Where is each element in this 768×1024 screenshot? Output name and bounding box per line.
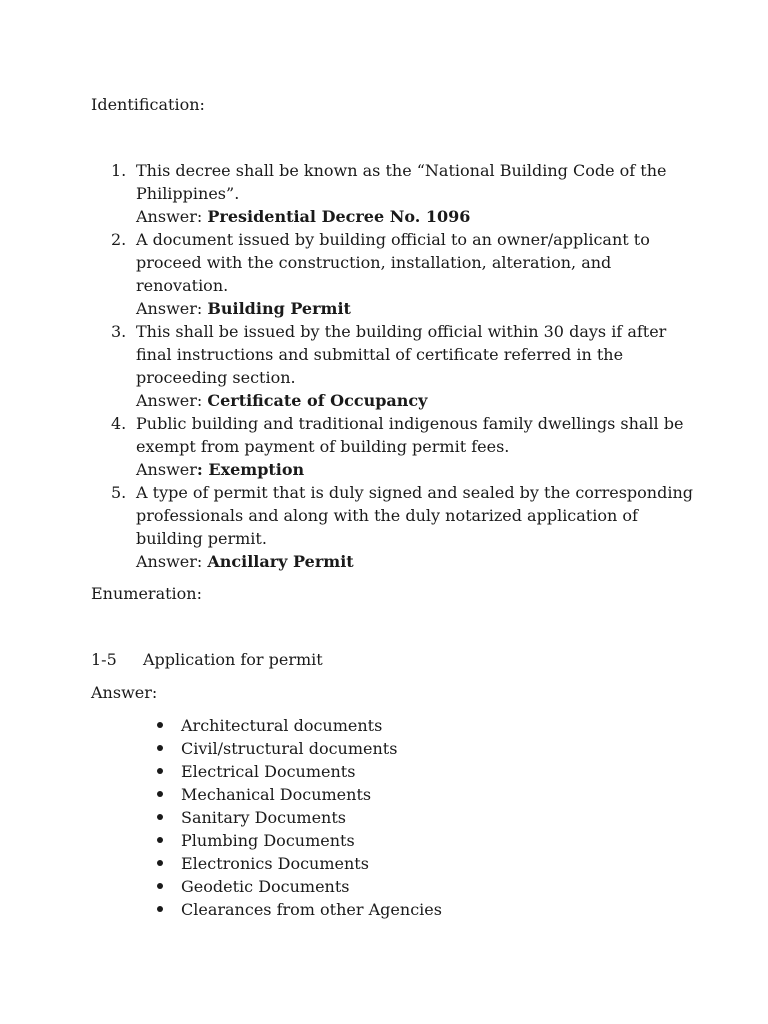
answer-text: : Exemption — [196, 460, 305, 479]
item-number: 1. — [111, 161, 127, 180]
answer-label: Answer: — [136, 207, 208, 226]
list-item — [111, 412, 696, 481]
item-number: 5. — [111, 483, 127, 502]
bullet-icon — [157, 906, 163, 912]
bullet-icon — [157, 814, 163, 820]
bullet-icon — [157, 883, 163, 889]
answer-text: Ancillary Permit — [207, 552, 354, 571]
answer-label: Answer: — [136, 391, 208, 410]
enumeration-title: Application for permit — [143, 650, 323, 669]
enumeration-answer-label: Answer: — [91, 683, 158, 702]
answer-label: Answer: — [136, 552, 208, 571]
list-item — [111, 159, 696, 228]
answer-text: Building Permit — [207, 299, 351, 318]
bullet-icon — [157, 860, 163, 866]
list-item — [181, 852, 442, 875]
bullet-text: Geodetic Documents — [181, 877, 350, 896]
answer-line — [136, 299, 351, 318]
answer-line — [136, 552, 354, 571]
list-item — [111, 481, 696, 573]
list-item — [181, 875, 442, 898]
bullet-icon — [157, 837, 163, 843]
answer-line — [136, 391, 427, 410]
enumeration-question — [91, 648, 323, 671]
answer-line — [136, 207, 470, 226]
list-item — [181, 714, 442, 737]
bullet-icon — [157, 745, 163, 751]
enumeration-bullet-list — [181, 714, 442, 921]
list-item — [181, 783, 442, 806]
bullet-icon — [157, 768, 163, 774]
bullet-text: Electronics Documents — [181, 854, 369, 873]
bullet-icon — [157, 791, 163, 797]
enumeration-number: 1-5 — [91, 650, 117, 669]
bullet-text: Electrical Documents — [181, 762, 356, 781]
list-item — [181, 760, 442, 783]
question-text: A document issued by building official to an owner/applicant to proceed with the construction, installation, alteration, and renovation. — [136, 230, 650, 295]
list-item — [111, 228, 696, 320]
list-item — [111, 320, 696, 412]
question-text: This decree shall be known as the “National Building Code of the Philippines”. — [136, 161, 667, 203]
identification-list — [111, 159, 696, 573]
bullet-text: Civil/structural documents — [181, 739, 398, 758]
list-item — [181, 806, 442, 829]
identification-heading: Identification: — [91, 95, 205, 114]
bullet-text: Architectural documents — [181, 716, 383, 735]
bullet-text: Clearances from other Agencies — [181, 900, 442, 919]
enumeration-heading: Enumeration: — [91, 584, 202, 603]
item-number: 3. — [111, 322, 127, 341]
answer-text: Presidential Decree No. 1096 — [207, 207, 471, 226]
list-item — [181, 737, 442, 760]
question-text: Public building and traditional indigenous family dwellings shall be exempt from payment of building permit fees. — [136, 414, 684, 456]
item-number: 2. — [111, 230, 127, 249]
bullet-text: Plumbing Documents — [181, 831, 355, 850]
bullet-text: Mechanical Documents — [181, 785, 372, 804]
list-item — [181, 898, 442, 921]
answer-line — [136, 460, 304, 479]
list-item — [181, 829, 442, 852]
bullet-text: Sanitary Documents — [181, 808, 346, 827]
item-number: 4. — [111, 414, 127, 433]
question-text: A type of permit that is duly signed and sealed by the corresponding professionals and along with the duly notarized application of building permit. — [136, 483, 693, 548]
question-text: This shall be issued by the building official within 30 days if after final instructions and submittal of certificate referred in the proceeding section. — [136, 322, 667, 387]
bullet-icon — [157, 722, 163, 728]
answer-text: Certificate of Occupancy — [207, 391, 428, 410]
answer-label: Answer — [136, 460, 197, 479]
answer-label: Answer: — [136, 299, 208, 318]
